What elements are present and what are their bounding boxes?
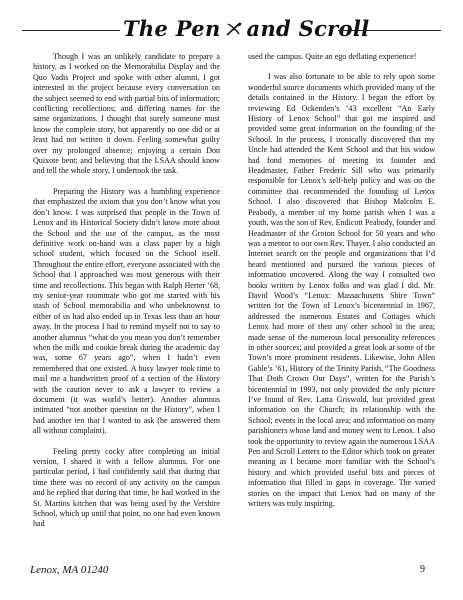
article-column-right	[248, 52, 435, 519]
article-column-left	[33, 52, 220, 540]
masthead-title	[123, 16, 370, 41]
footer-location: Lenox, MA 01240	[30, 564, 109, 576]
paragraph: I was also fortunate to be able to rely upon some wonderful source documents which provided many of the details contained in the History. I began the effort by reviewing Ed Ockenden’s ’43 excellent “An Early History of Lenox School” that got me inspired and provided some great information on the founding of the School. In the process, I ironically discovered that my Uncle had attended the Kent School and that his widow had fond memories of meeting its founder and Headmaster, Father Frederic Sill who was primarily responsible for Lenox’s self-help policy and was on the committee that recommended the founding of Lenox School. I also discovered that Bishop Malcolm E. Peabody, a member of my home parish when I was a youth, was the son of Rev. Endicott Peabody, founder and Headmaster of the Groton School for 50 years and who was a mentor to our own Rev. Thayer. I also conducted an Internet search on the people and organizations that I’d heard mentioned and pursued the various pieces of information uncovered. Along the way I consulted two books written by Lenox folks and was glad I did. Mr. David Wood’s “Lenox: Massachusetts Shire Town” written for the Town of Lenox’s bicentennial in 1967, addressed the numerous Estates and Cottages which Lenox had more of then any other school in the area; made sense of the numerous local personality references in other sources; and provided a great look at some of the Town’s more prominent residents. Likewise, John Allen Gable’s ’61, History of the Trinity Parish, “The Goodness That Doth Crown Our Days”, written for the Parish’s bicentennial in 1993, not only provided the only picture I’ve found of Rev. Latta Griswold, but provided great information on the Church; its relationship with the School; events in the local area; and information on many parishioners whose land and money went to Lenox. I also took the opportunity to review again the numerous LSAA Pen and Scroll Letters to the Editor which took on greater meaning as I became more familiar with the School’s history and which provided useful bits and pieces of information that filled in gaps in coverage. The varied stories on the impact that Lenox had on many of the writers was truly inspiring.	[248, 72, 435, 509]
masthead-title-left: The Pen	[123, 16, 221, 41]
paragraph: Feeling pretty cocky after completing an initial version, I shared it with a fellow alumnus. For one particular period, I had confidently said that during that time there was no record of any activity on the campus and he replied that during that time, he had worked in the St. Martins kitchen that was being used by the Vershire School, which up until that point, no one had even known had	[33, 446, 220, 529]
quill-scroll-emblem-icon	[225, 17, 243, 33]
page-number: 9	[420, 564, 425, 575]
masthead-title-right: and Scroll	[246, 16, 370, 41]
paragraph: Though I was an unlikely candidate to prepare a history, as I worked on the Memorabilia Display and the Quo Vadis Project and spoke with other alumni, I got interested in the project because every conversation on the subject seemed to end with partial bits of information; conflicting recollections; and differing names for the same organizations. I thought that surely someone must know the complete story, but apparently no one did or at least had not written it down. Feeling somewhat guilty over my prolonged absence; enjoying a certain Don Quixote bent; and believing that the LSAA should know and tell the whole story, I undertook the task.	[33, 52, 220, 176]
paragraph: used the campus. Quite an ego deflating experience!	[248, 52, 417, 61]
masthead-rule-left	[22, 30, 120, 31]
masthead-rule-right	[338, 30, 441, 31]
paragraph: Preparing the History was a humbling experience that emphasized the axiom that you don’t know what you don’t know. I was surprised that people in the Town of Lenox and its Historical Society didn’t know more about the School and the use of the campus, as the most definitive work on-hand was a class paper by a high school student, which focused on the School itself. Throughout the entire effort, everyone associated with the School that I approached was most generous with their time and recollections. This began with Ralph Herter ’68, my senior-year roommate who got me started with his stash of School memorabilia and who unbeknownst to either of us had also ended up in Texas less than an hour away. In the process I had to remind myself not to say to another alumnus “what do you mean you don’t remember when the milk and cookie break during the academic day was, some 67 years ago”, when I hadn’t even remembered that one existed. A busy lawyer took time to mail me a handwritten proof of a section of the History with the caution never to ask a lawyer to review a document (it was world’s better). Another alumnus intimated “not another question on the History”, when I had another ten that I wanted to ask (he answered them all without complaint).	[33, 186, 220, 436]
masthead	[22, 18, 441, 42]
